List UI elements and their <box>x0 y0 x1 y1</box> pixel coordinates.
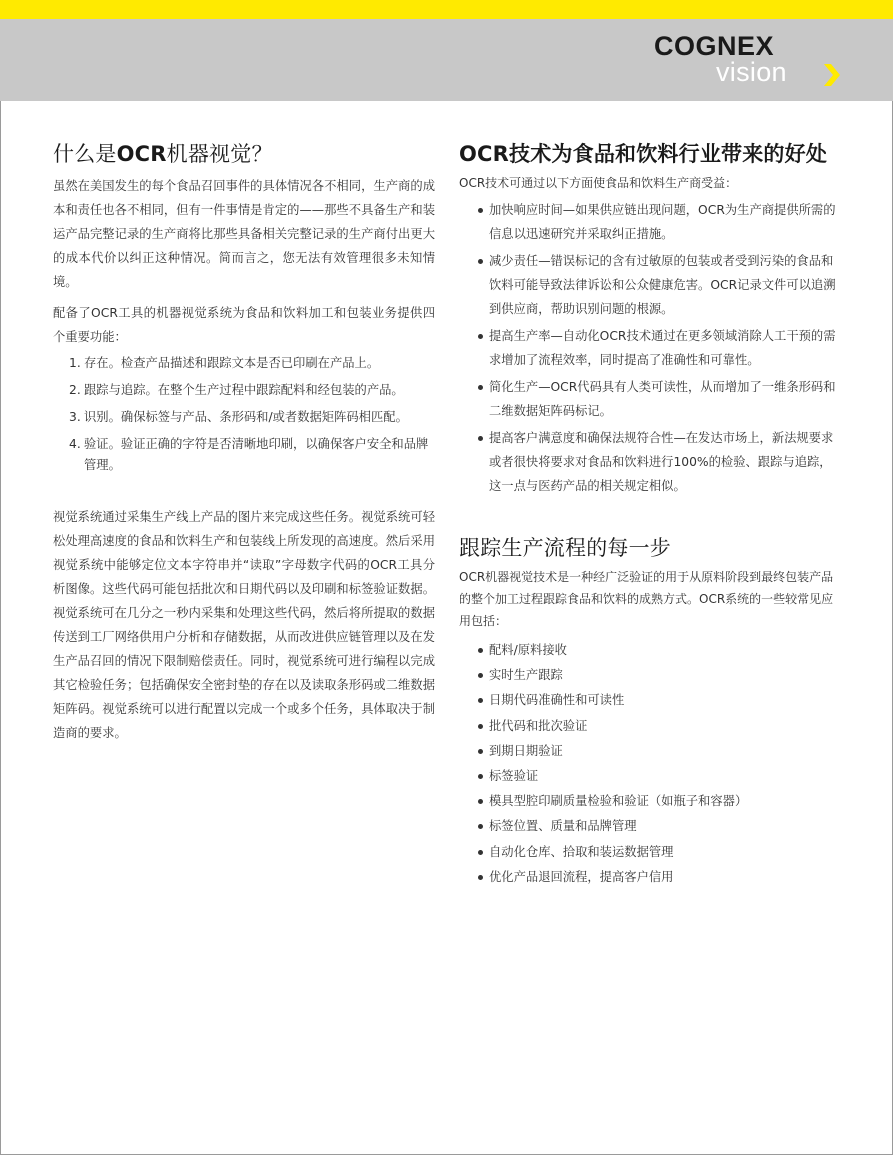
list-item: 配料/原料接收 <box>459 638 841 663</box>
list-item: 到期日期验证 <box>459 739 841 764</box>
list-item: 4. 验证。验证正确的字符是否清晰地印刷，以确保客户安全和品牌管理。 <box>69 437 429 472</box>
list-item: 加快响应时间—如果供应链出现问题，OCR为生产商提供所需的信息以迅速研究并采取纠正措施。 <box>459 198 841 246</box>
list-item: 1. 存在。检查产品描述和跟踪文本是否已印刷在产品上。 <box>69 356 380 370</box>
applications-list <box>459 638 841 890</box>
logo-subtext: vision <box>716 57 787 87</box>
section-heading-benefits: OCR技术为食品和饮料行业带来的好处 <box>459 142 828 166</box>
heading-post: 机器视觉？ <box>166 142 273 166</box>
list-item: 简化生产—OCR代码具有人类可读性，从而增加了一维条形码和二维数据矩阵码标记。 <box>459 375 841 423</box>
list-item: 优化产品退回流程，提高客户信用 <box>459 865 841 890</box>
list-item: 模具型腔印刷质量检验和验证（如瓶子和容器） <box>459 789 841 814</box>
right-column <box>459 140 841 890</box>
paragraph-vision-system: 视觉系统通过采集生产线上产品的图片来完成这些任务。视觉系统可轻松处理高速度的食品和饮料生产和包装线上所发现的高速度。然后采用视觉系统中能够定位文本字符串并“读取”字母数字代码的OCR工具分析图像。这些代码可能包括批次和日期代码以及印刷和标签验证数据。视觉系统可在几分之一秒内采集和处理这些代码，然后将所提取的数据传送到工厂网络供用户分析和存储数据，从而改进供应链管理以及在发生产品召回的情况下限制赔偿责任。同时，视觉系统可进行编程以完成其它检验任务；包括确保安全密封垫的存在以及读取条形码或二维数据矩阵码。视觉系统可以进行配置以完成一个或多个任务，具体取决于制造商的要求。 <box>53 510 435 740</box>
list-item: 日期代码准确性和可读性 <box>459 688 841 713</box>
list-item: 2. 跟踪与追踪。在整个生产过程中跟踪配料和经包装的产品。 <box>69 383 404 397</box>
list-item: 提高客户满意度和确保法规符合性—在发达市场上，新法规要求或者很快将要求对食品和饮料进行100%的检验、跟踪与追踪，这一点与医药产品的相关规定相似。 <box>459 426 841 498</box>
benefits-list <box>459 198 841 498</box>
list-item: 提高生产率—自动化OCR技术通过在更多领域消除人工干预的需求增加了流程效率，同时提高了准确性和可靠性。 <box>459 324 841 372</box>
left-column <box>53 140 435 745</box>
heading-pre: 什么是 <box>53 142 117 166</box>
list-item: 批代码和批次验证 <box>459 714 841 739</box>
list-item: 3. 识别。确保标签与产品、条形码和/或者数据矩阵码相匹配。 <box>69 410 408 424</box>
benefits-intro: OCR技术可通过以下方面使食品和饮料生产商受益： <box>459 176 738 190</box>
list-item: 实时生产跟踪 <box>459 663 841 688</box>
list-item: 减少责任—错误标记的含有过敏原的包装或者受到污染的食品和饮料可能导致法律诉讼和公众健康危害。OCR记录文件可以追溯到供应商，帮助识别问题的根源。 <box>459 249 841 321</box>
top-accent-bar <box>0 0 893 19</box>
list-item: 标签验证 <box>459 764 841 789</box>
heading-bold: OCR <box>116 142 167 166</box>
chevron-right-icon <box>824 64 840 86</box>
paragraph-functions: 配备了OCR工具的机器视觉系统为食品和饮料加工和包装业务提供四个重要功能： <box>53 306 435 344</box>
tracking-intro: OCR机器视觉技术是一种经广泛验证的用于从原料阶段到最终包装产品的整个加工过程跟踪食品和饮料的成熟方式。OCR系统的一些较常见应用包括： <box>459 570 834 628</box>
logo-wordmark: COGNEX <box>654 31 775 61</box>
section-heading-what-is-ocr <box>53 140 435 168</box>
list-item: 标签位置、质量和品牌管理 <box>459 814 841 839</box>
functions-list <box>53 353 435 476</box>
paragraph-intro: 虽然在美国发生的每个食品召回事件的具体情况各不相同，生产商的成本和责任也各不相同，但有一件事情是肯定的——那些不具备生产和装运产品完整记录的生产商将比那些具备相关完整记录的生产商付出更大的成本代价以纠正这种情况。简而言之，您无法有效管理很多未知情境。 <box>53 179 435 289</box>
section-heading-tracking: 跟踪生产流程的每一步 <box>459 536 671 560</box>
list-item: 自动化仓库、拾取和装运数据管理 <box>459 840 841 865</box>
cognex-vision-logo <box>654 33 844 89</box>
